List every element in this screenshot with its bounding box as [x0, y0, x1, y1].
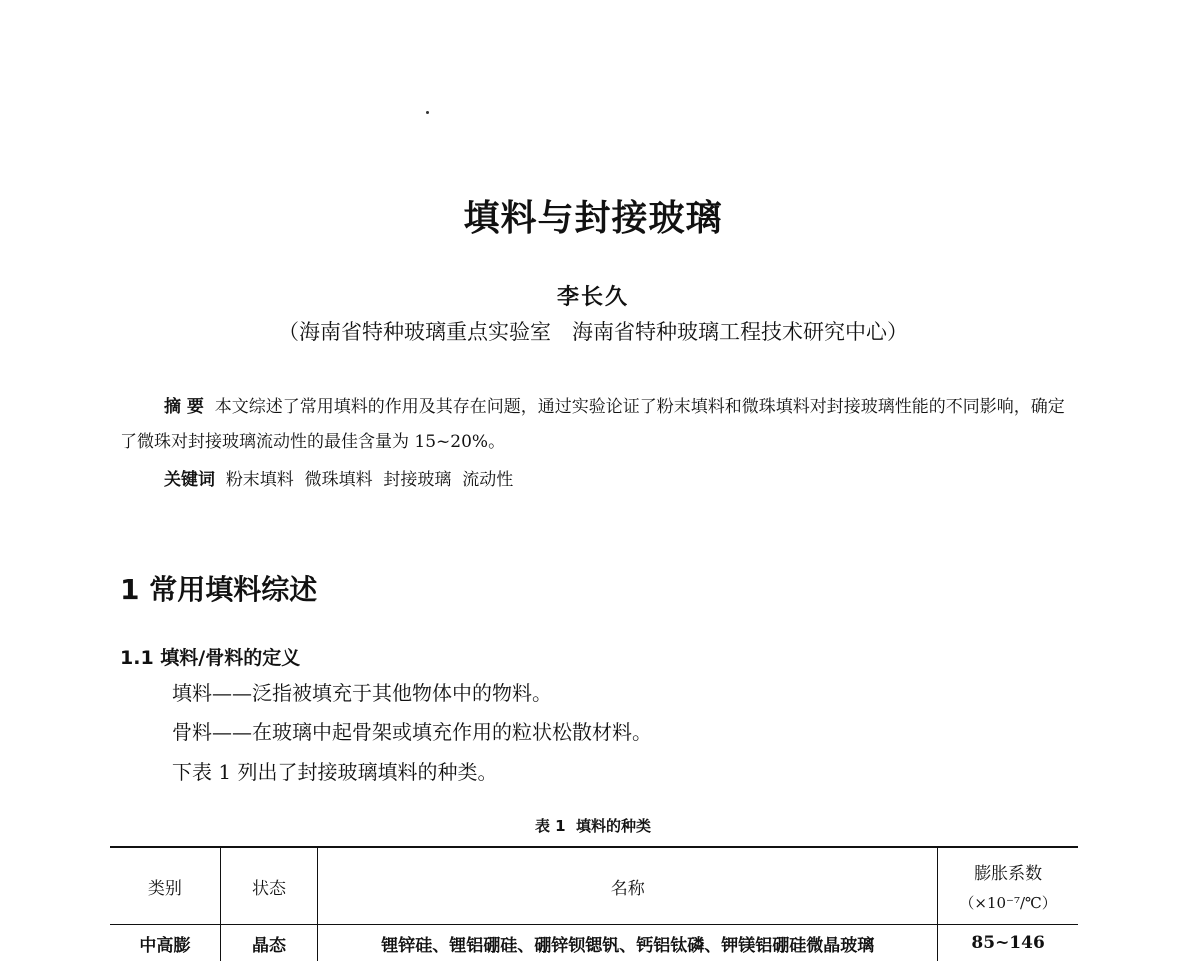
paper-title: 填料与封接玻璃: [0, 190, 1186, 241]
header-expansion-label: 膨胀系数: [974, 864, 1042, 884]
scan-dot: [426, 111, 429, 114]
abstract: [120, 390, 1072, 460]
header-name: 名称: [318, 847, 938, 925]
section-heading: 1 常用填料综述: [120, 568, 317, 608]
subsection-heading: 1.1 填料/骨料的定义: [120, 643, 300, 670]
affiliation: （海南省特种玻璃重点实验室 海南省特种玻璃工程技术研究中心）: [0, 316, 1186, 346]
paragraph-filler-definition: 填料——泛指被填充于其他物体中的物料。: [172, 677, 552, 706]
header-category: 类别: [110, 847, 220, 925]
paragraph-table-intro: 下表 1 列出了封接玻璃填料的种类。: [172, 756, 497, 785]
cell-expansion: 85~146: [938, 925, 1078, 961]
abstract-label: 摘 要: [164, 397, 204, 417]
cell-category: 中高膨: [110, 925, 220, 961]
keywords-text: 粉末填料 微珠填料 封接玻璃 流动性: [226, 470, 513, 490]
paragraph-aggregate-definition: 骨料——在玻璃中起骨架或填充作用的粒状松散材料。: [172, 716, 652, 745]
keywords: [164, 465, 513, 490]
header-state: 状态: [220, 847, 318, 925]
cell-state: 晶态: [220, 925, 318, 961]
abstract-text: 本文综述了常用填料的作用及其存在问题，通过实验论证了粉末填料和微珠填料对封接玻璃性能的不同影响，确定了微珠对封接玻璃流动性的最佳含量为 15~20%。: [120, 397, 1065, 452]
table-row: [110, 925, 1078, 961]
filler-types-table: [110, 846, 1078, 961]
table-header-row: [110, 847, 1078, 925]
header-expansion-unit: （×10⁻⁷/℃）: [938, 892, 1078, 913]
keywords-label: 关键词: [164, 470, 215, 490]
cell-name: 锂锌硅、锂铝硼硅、硼锌钡锶钒、钙铝钛磷、钾镁铝硼硅微晶玻璃: [318, 925, 938, 961]
table-caption: 表 1 填料的种类: [0, 815, 1186, 836]
author-name: 李长久: [0, 280, 1186, 311]
header-expansion: [938, 847, 1078, 925]
